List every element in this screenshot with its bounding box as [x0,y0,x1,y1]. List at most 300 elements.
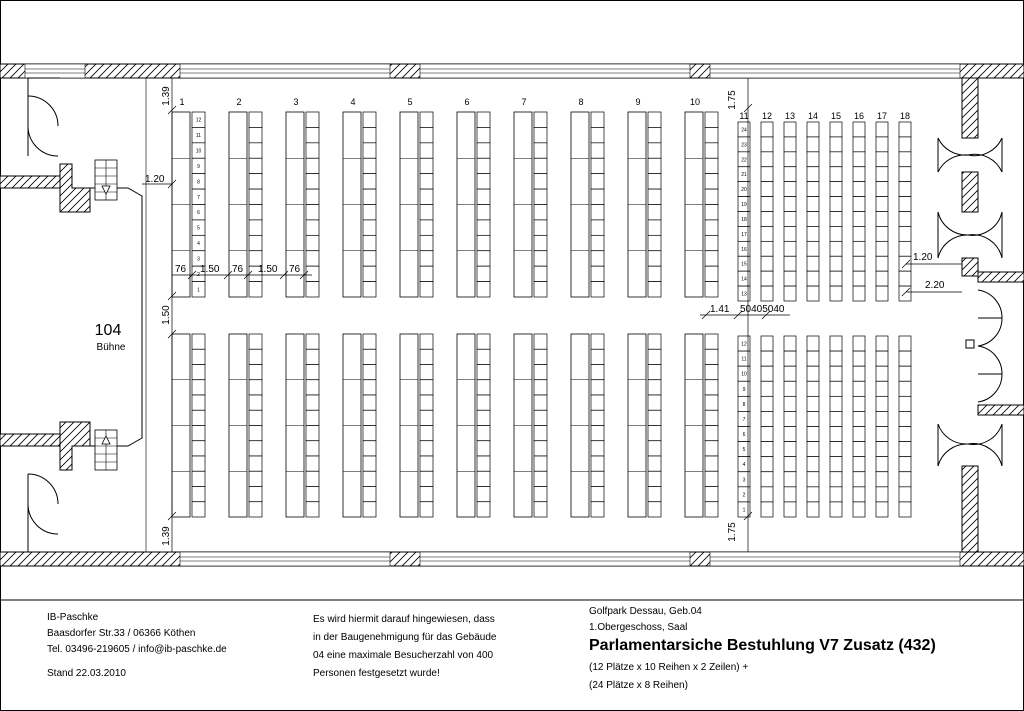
seat [784,167,796,182]
seat-number: 5 [742,447,746,454]
seat [477,471,490,486]
seat [899,487,911,502]
seat [830,197,842,212]
seat [249,334,262,349]
seat [876,411,888,426]
seat [899,122,911,137]
seat [807,396,819,411]
seat-number: 22 [741,157,747,164]
seat [420,235,433,250]
seat-number: 10 [195,148,202,155]
seat [534,143,547,158]
seat [705,410,718,425]
seat [420,143,433,158]
seat [830,442,842,457]
row-label: 3 [293,97,299,107]
seat [591,502,604,517]
page-frame [1,1,1024,711]
seat [761,411,773,426]
seat-row [229,334,262,517]
seat-row [853,122,865,301]
seat [591,282,604,297]
seat [306,189,319,204]
seat [477,220,490,235]
seat [648,282,661,297]
seat [807,226,819,241]
seat [853,442,865,457]
seat [534,158,547,173]
seat-number: 8 [742,401,746,408]
seat [420,158,433,173]
notice-line: in der Baugenehmigung für das Gebäude [313,632,497,643]
seat [306,441,319,456]
seat [534,441,547,456]
seat [192,380,205,395]
seat [534,282,547,297]
seat [363,235,376,250]
seat [477,251,490,266]
seat [534,266,547,281]
seat-row [514,112,547,297]
seat [534,395,547,410]
seat [899,336,911,351]
seat [591,487,604,502]
seat-number: 21 [741,172,747,179]
seat [807,366,819,381]
project-detail-1: (12 Plätze x 10 Reihen x 2 Zeilen) + [589,662,749,673]
seat [477,174,490,189]
seat [420,174,433,189]
seat [534,365,547,380]
seat [306,365,319,380]
seat [306,502,319,517]
seat [830,271,842,286]
seat [477,127,490,142]
seat [705,251,718,266]
seat [591,143,604,158]
seat [784,366,796,381]
notice-line: 04 eine maximale Besucherzahl von 400 [313,650,494,661]
seat [306,220,319,235]
dim-row-gap-2: 1.50 [258,264,278,275]
seat [534,334,547,349]
seat [705,471,718,486]
seat [306,471,319,486]
seat [420,471,433,486]
door-left-bottom [28,474,60,552]
seat [761,457,773,472]
left-wall [0,78,146,552]
door-right-3 [966,290,1002,402]
seat [899,212,911,227]
seat [784,396,796,411]
seat [534,174,547,189]
seat [534,380,547,395]
seat-row [761,122,773,301]
seat [591,380,604,395]
seat-number: 8 [197,179,200,186]
seat [648,365,661,380]
seat-number: 3 [742,477,746,484]
seat [534,127,547,142]
seat-row [400,112,433,297]
seat [648,220,661,235]
seat [420,502,433,517]
seat [853,487,865,502]
seat [648,189,661,204]
seat [761,256,773,271]
seat [876,457,888,472]
seat [192,441,205,456]
seat [477,487,490,502]
seat [899,411,911,426]
seat [784,411,796,426]
seat-number: 12 [195,117,202,124]
seat-row [685,334,718,517]
seat [761,487,773,502]
seat [648,349,661,364]
seat [807,182,819,197]
seat [761,152,773,167]
seat-number: 5 [197,225,200,232]
row-label: 15 [830,111,842,121]
seat [807,336,819,351]
notice [313,611,496,683]
seat [306,426,319,441]
seat [648,441,661,456]
seat-number: 10 [741,371,747,378]
seat [306,143,319,158]
seat-row [784,336,796,517]
seat-row [286,334,319,517]
seat [784,256,796,271]
seat [899,197,911,212]
seat-number: 9 [742,386,746,393]
seat [807,442,819,457]
dim-right-bottom: 1.75 [727,522,738,542]
seat [648,158,661,173]
seat [477,158,490,173]
row-label: 8 [578,97,584,107]
dim-door-gap: 1.20 [913,252,933,263]
seat [853,241,865,256]
seat [705,235,718,250]
seat [705,502,718,517]
seat [591,205,604,220]
seat [876,137,888,152]
seat [830,487,842,502]
seat [420,189,433,204]
row-label: 16 [853,111,865,121]
seat [363,205,376,220]
seat-number: 11 [741,356,747,363]
top-wall [0,64,1024,78]
row-label: 5 [407,97,413,107]
seat [534,189,547,204]
seat [899,167,911,182]
seat [420,266,433,281]
door-right-4 [938,424,1002,466]
seat-number: 16 [741,246,747,253]
seat-row [830,336,842,517]
seat-row [514,334,547,517]
seat-number: 7 [742,416,746,423]
seat [420,220,433,235]
seat [306,112,319,127]
seat [591,220,604,235]
seat [761,182,773,197]
seat [420,410,433,425]
seat [899,472,911,487]
seat-number: 9 [197,163,200,170]
seat [761,502,773,517]
seat-row [628,112,661,297]
seat-row [343,334,376,517]
seat [591,112,604,127]
seat [784,502,796,517]
project-floor: 1.Obergeschoss, Saal [589,622,688,633]
seat [807,212,819,227]
seat [705,441,718,456]
seat [477,235,490,250]
seat [420,127,433,142]
seat-row [457,334,490,517]
seat [192,471,205,486]
seat [705,220,718,235]
seat [363,471,376,486]
seat [477,143,490,158]
seat [363,441,376,456]
seat [249,456,262,471]
seat [876,381,888,396]
seat [830,226,842,241]
dim-bottom-margin: 1.39 [161,526,172,546]
seat [830,381,842,396]
seat [807,286,819,301]
seat [591,334,604,349]
seat [761,336,773,351]
seat [420,334,433,349]
seat [876,271,888,286]
seat [420,395,433,410]
seat-row [807,122,819,301]
seat [876,286,888,301]
seat-number: 15 [741,261,747,268]
seat [306,127,319,142]
seat [830,457,842,472]
dim-right-top: 1.75 [727,90,738,110]
seat [477,365,490,380]
seat [591,266,604,281]
seat [420,205,433,220]
seat-row [571,112,604,297]
seat [705,334,718,349]
seat [705,158,718,173]
seat [899,427,911,442]
seat [784,487,796,502]
seat [784,457,796,472]
seat-row [876,122,888,301]
bottom-wall [0,552,1024,566]
seat [853,396,865,411]
dim-door-width: 2.20 [925,280,945,291]
seat-number: 19 [741,202,747,209]
seat [899,351,911,366]
row-label: 4 [350,97,356,107]
seat [249,487,262,502]
seat [591,426,604,441]
seat-number: 18 [741,216,747,223]
dim-center-aisle: 1.50 [161,305,172,325]
seat [853,152,865,167]
seat [761,396,773,411]
seat [705,282,718,297]
seat [192,502,205,517]
seat [363,365,376,380]
seat-number: 1 [197,287,200,294]
seat [249,158,262,173]
seat [648,456,661,471]
seat-row [807,336,819,517]
office-contact: Tel. 03496-219605 / info@ib-paschke.de [47,644,227,655]
seat [784,212,796,227]
seat [249,410,262,425]
seat [306,487,319,502]
seat [807,457,819,472]
seat [784,472,796,487]
seat [761,241,773,256]
seat [477,426,490,441]
seat-number: 3 [197,256,200,263]
seat [363,487,376,502]
seat [249,235,262,250]
seat [648,502,661,517]
seat [876,336,888,351]
row-label: 9 [635,97,641,107]
seat [807,122,819,137]
seat [420,112,433,127]
seat [249,205,262,220]
seat [899,502,911,517]
seat [784,442,796,457]
seat [876,366,888,381]
seat [591,395,604,410]
door-left-top [28,78,60,156]
seat [648,471,661,486]
seat [534,426,547,441]
seat [249,471,262,486]
seat [249,112,262,127]
seat [807,241,819,256]
seat [648,251,661,266]
seat-row [685,112,718,297]
seat [830,256,842,271]
seat [591,410,604,425]
seat [853,271,865,286]
seat [830,182,842,197]
seat-row [457,112,490,297]
seat [477,112,490,127]
seat [249,143,262,158]
seat [306,174,319,189]
seat [648,205,661,220]
seat [784,271,796,286]
left-seating-block [172,97,718,517]
row-label: 12 [761,111,773,121]
seat [192,426,205,441]
seat [363,174,376,189]
seat [761,122,773,137]
row-label: 6 [464,97,470,107]
project-location: Golfpark Dessau, Geb.04 [589,606,702,617]
seat-number: 6 [742,432,746,439]
seat [192,365,205,380]
seat [648,235,661,250]
seat [477,502,490,517]
row-label: 1 [179,97,185,107]
seat [853,197,865,212]
seat [807,487,819,502]
seat [807,351,819,366]
seat [363,251,376,266]
row-label: 10 [689,97,701,107]
seat [784,152,796,167]
seat [249,174,262,189]
seat [876,502,888,517]
seat [363,502,376,517]
seat [306,235,319,250]
seat [830,137,842,152]
seat [761,442,773,457]
seat [420,487,433,502]
dim-row-depth-1: 76 [175,264,187,275]
seat [363,158,376,173]
seat [306,349,319,364]
seat-row [853,336,865,517]
seat-row [172,334,205,517]
seat [761,212,773,227]
seat-number: 20 [741,187,747,194]
seat [899,396,911,411]
seat [648,380,661,395]
seat [899,271,911,286]
seat [192,456,205,471]
seat [761,366,773,381]
seat [249,127,262,142]
seat [705,487,718,502]
seat [830,167,842,182]
seat [807,137,819,152]
seat [591,235,604,250]
seat [853,226,865,241]
seat [306,251,319,266]
seat [830,241,842,256]
seat [591,127,604,142]
seat [192,410,205,425]
dim-top-margin: 1.39 [161,86,172,106]
seat [306,282,319,297]
office-address: Baasdorfer Str.33 / 06366 Köthen [47,628,196,639]
seat [899,182,911,197]
seat [306,205,319,220]
row-label: 17 [876,111,888,121]
seat-number: 11 [195,133,202,140]
dim-row-depth-3: 76 [289,264,301,275]
seat [761,271,773,286]
room-name: Bühne [96,342,126,353]
seat [853,502,865,517]
seat [192,487,205,502]
